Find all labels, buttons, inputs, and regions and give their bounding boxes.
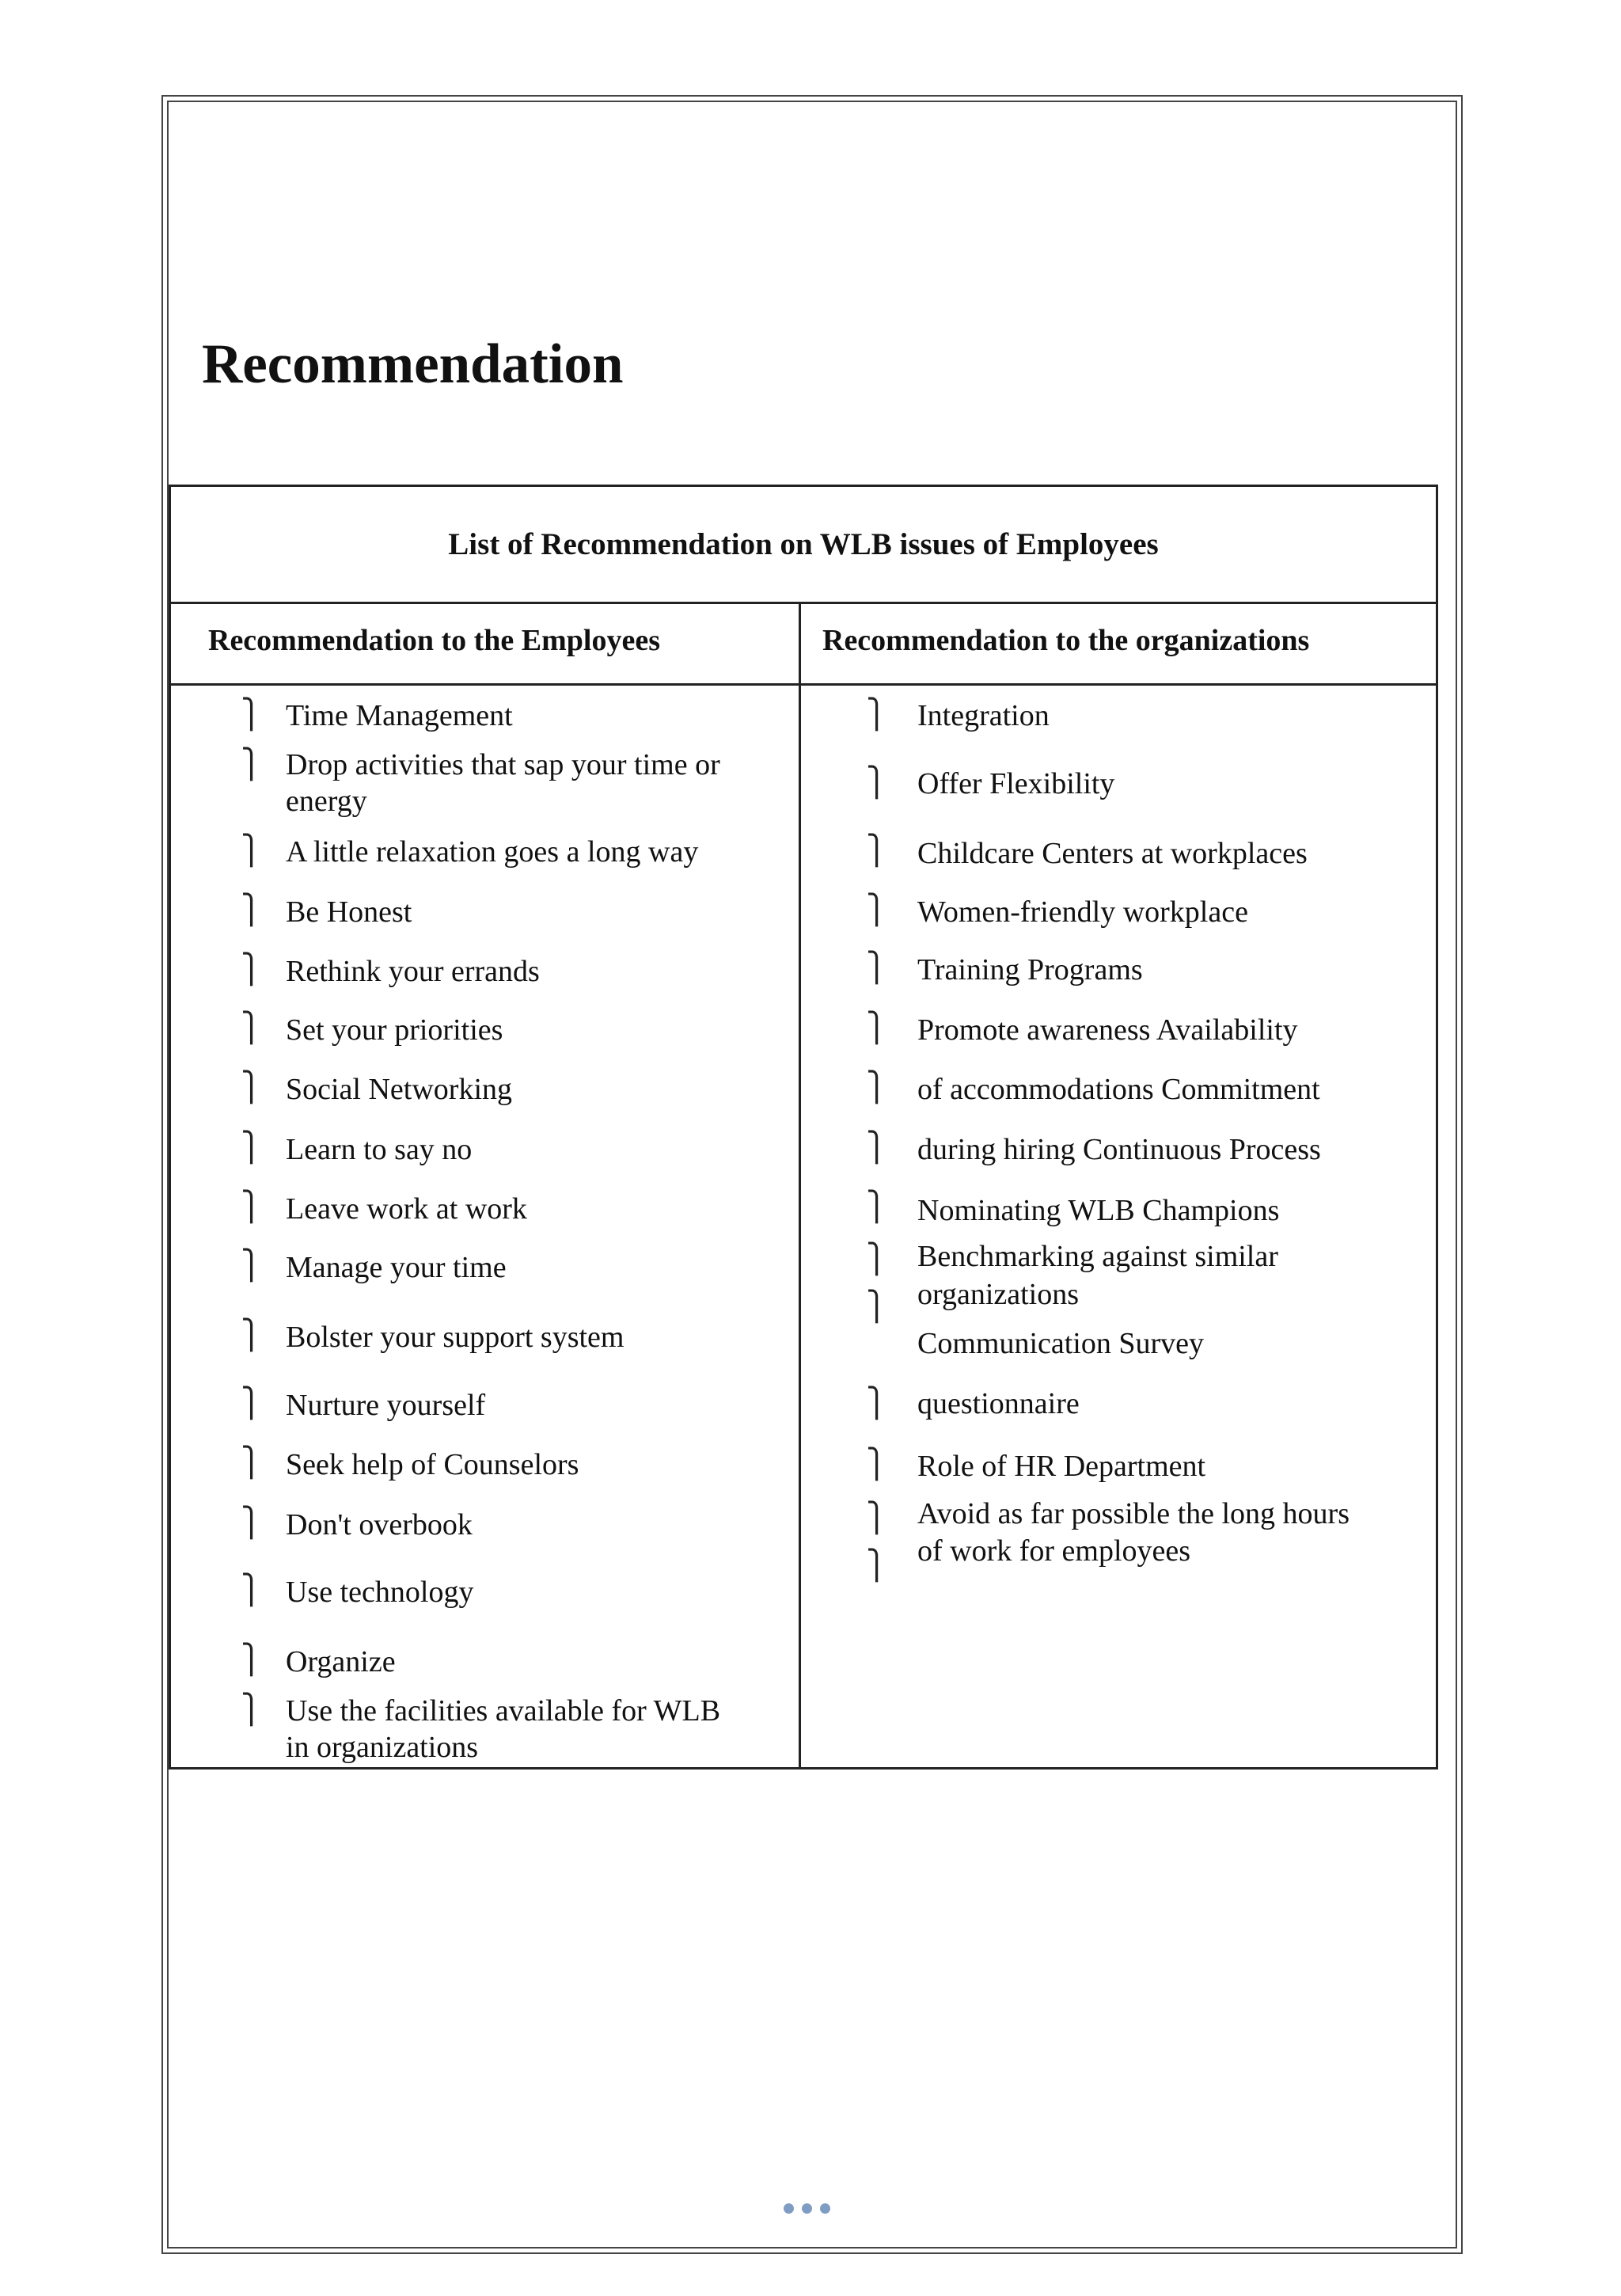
bullet-icon: ⎫ [866, 766, 887, 799]
column-divider [799, 604, 801, 1767]
header-row-rule [171, 683, 1436, 686]
employee-recommendation: Bolster your support system [286, 1321, 624, 1354]
organization-recommendation: Women-friendly workplace [917, 895, 1248, 929]
bullet-icon: ⎫ [241, 748, 262, 781]
employee-recommendation: Use technology [286, 1576, 474, 1609]
organization-recommendation: Avoid as far possible the long hours [917, 1497, 1350, 1530]
organizations-column-header: Recommendation to the organizations [822, 624, 1310, 657]
organization-recommendation: Integration [917, 699, 1050, 732]
employee-recommendation: Social Networking [286, 1073, 513, 1106]
bullet-icon: ⎫ [866, 894, 887, 926]
organization-recommendation: Training Programs [917, 953, 1143, 986]
bullet-icon: ⎫ [241, 1507, 262, 1539]
dot-icon [802, 2203, 812, 2214]
employees-column-header: Recommendation to the Employees [208, 624, 660, 657]
bullet-icon: ⎫ [241, 1446, 262, 1479]
dot-icon [820, 2203, 830, 2214]
employee-recommendation: Time Management [286, 699, 513, 732]
bullet-icon: ⎫ [866, 1071, 887, 1104]
bullet-icon: ⎫ [866, 1012, 887, 1044]
organization-recommendation-continued: organizations [917, 1278, 1080, 1311]
employee-recommendation: Nurture yourself [286, 1389, 486, 1422]
organization-recommendation: of accommodations Commitment [917, 1073, 1320, 1106]
bullet-icon: ⎫ [866, 1549, 887, 1582]
bullet-icon: ⎫ [866, 1191, 887, 1223]
organization-recommendation: Promote awareness Availability [917, 1013, 1298, 1047]
organization-recommendation: Communication Survey [917, 1327, 1205, 1360]
organization-recommendation: Benchmarking against similar [917, 1240, 1278, 1273]
bullet-icon: ⎫ [866, 1502, 887, 1534]
bullet-icon: ⎫ [866, 1243, 887, 1275]
bullet-icon: ⎫ [241, 834, 262, 867]
bullet-icon: ⎫ [241, 1644, 262, 1676]
bullet-icon: ⎫ [866, 1131, 887, 1164]
bullet-icon: ⎫ [241, 1249, 262, 1282]
employee-recommendation-continued: in organizations [286, 1731, 479, 1764]
organization-recommendation: Childcare Centers at workplaces [917, 837, 1308, 870]
employee-recommendation: Rethink your errands [286, 955, 540, 988]
bullet-icon: ⎫ [866, 1448, 887, 1481]
bullet-icon: ⎫ [866, 698, 887, 731]
bullet-icon: ⎫ [241, 1319, 262, 1351]
employee-recommendation: Organize [286, 1645, 396, 1678]
organization-recommendation-continued: of work for employees [917, 1534, 1191, 1568]
organization-recommendation: Nominating WLB Champions [917, 1194, 1280, 1227]
page-dots [784, 2203, 830, 2214]
bullet-icon: ⎫ [241, 894, 262, 926]
table-title: List of Recommendation on WLB issues of Employees [171, 487, 1436, 604]
employee-recommendation: Be Honest [286, 895, 412, 929]
employee-recommendation: Drop activities that sap your time or [286, 748, 720, 781]
organization-recommendation: Role of HR Department [917, 1450, 1206, 1483]
employee-recommendation: Don't overbook [286, 1508, 473, 1541]
employee-recommendation-continued: energy [286, 785, 367, 818]
bullet-icon: ⎫ [241, 698, 262, 731]
recommendation-table [169, 485, 1438, 1770]
bullet-icon: ⎫ [241, 1387, 262, 1420]
bullet-icon: ⎫ [241, 1191, 262, 1223]
organization-recommendation: during hiring Continuous Process [917, 1133, 1321, 1166]
page-heading: Recommendation [202, 333, 624, 395]
employee-recommendation: Manage your time [286, 1251, 507, 1284]
bullet-icon: ⎫ [241, 1574, 262, 1606]
organization-recommendation: questionnaire [917, 1387, 1080, 1420]
bullet-icon: ⎫ [241, 953, 262, 986]
employee-recommendation: Seek help of Counselors [286, 1448, 579, 1481]
bullet-icon: ⎫ [866, 1387, 887, 1420]
bullet-icon: ⎫ [241, 1012, 262, 1044]
bullet-icon: ⎫ [866, 834, 887, 867]
bullet-icon: ⎫ [241, 1693, 262, 1726]
employee-recommendation: Set your priorities [286, 1013, 503, 1047]
bullet-icon: ⎫ [866, 1291, 887, 1323]
bullet-icon: ⎫ [241, 1131, 262, 1164]
dot-icon [784, 2203, 794, 2214]
employee-recommendation: A little relaxation goes a long way [286, 835, 699, 869]
bullet-icon: ⎫ [241, 1071, 262, 1104]
organization-recommendation: Offer Flexibility [917, 767, 1115, 800]
employee-recommendation: Use the facilities available for WLB [286, 1694, 721, 1728]
employee-recommendation: Leave work at work [286, 1192, 527, 1226]
bullet-icon: ⎫ [866, 952, 887, 984]
employee-recommendation: Learn to say no [286, 1133, 473, 1166]
